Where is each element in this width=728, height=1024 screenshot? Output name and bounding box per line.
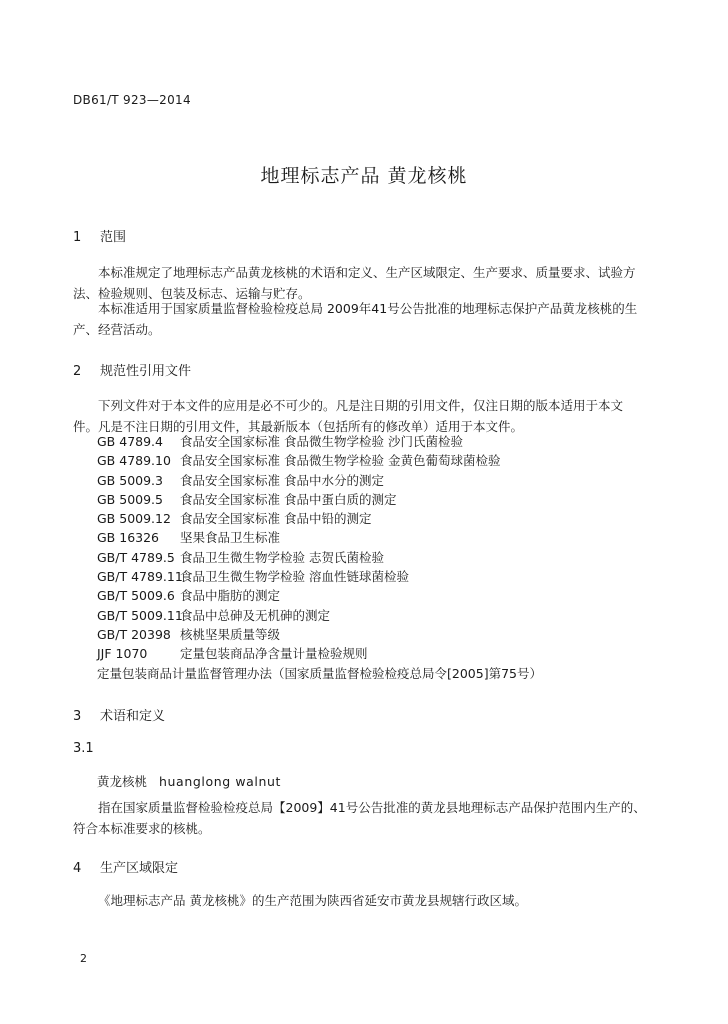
reference-code: GB/T 20398 (97, 626, 171, 642)
reference-name: 坚果食品卫生标准 (180, 530, 281, 546)
section-number: 2 (73, 364, 82, 379)
reference-code: GB/T 4789.5 (97, 549, 175, 565)
term-english: huanglong walnut (159, 774, 282, 789)
reference-name: 食品安全国家标准 食品中铅的测定 (180, 511, 372, 527)
reference-name: 定量包装商品净含量计量检验规则 (180, 646, 368, 662)
reference-regulation: 定量包装商品计量监督管理办法（国家质量监督检验检疫总局令[2005]第75号） (97, 666, 542, 681)
term-entry (97, 772, 281, 790)
reference-name: 食品安全国家标准 食品微生物学检验 沙门氏菌检验 (180, 434, 463, 449)
subsection-number: 3.1 (73, 741, 94, 756)
text-line: 本标准规定了地理标志产品黄龙核桃的术语和定义、生产区域限定、生产要求、质量要求、试验方 (98, 265, 636, 280)
text-line: 符合本标准要求的核桃。 (73, 821, 211, 836)
section-title: 术语和定义 (100, 709, 166, 724)
text-line: 指在国家质量监督检验检疫总局【2009】41号公告批准的黄龙县地理标志产品保护范围内生产的、 (98, 800, 646, 815)
section-title: 生产区域限定 (100, 861, 179, 876)
reference-name: 食品中总砷及无机砷的测定 (180, 607, 331, 623)
reference-name: 食品安全国家标准 食品中水分的测定 (180, 472, 384, 488)
reference-item (97, 471, 500, 490)
page-number: 2 (80, 952, 87, 965)
term-chinese: 黄龙核桃 (97, 774, 148, 789)
section-1-heading (73, 226, 126, 245)
reference-code: GB 4789.10 (97, 453, 171, 469)
document-title: 地理标志产品 黄龙核桃 (260, 165, 468, 187)
reference-code: GB 5009.12 (97, 511, 171, 527)
reference-name: 食品卫生微生物学检验 溶血性链球菌检验 (180, 569, 409, 585)
reference-code: GB 5009.5 (97, 491, 163, 507)
reference-item (97, 644, 500, 663)
reference-item (97, 432, 500, 451)
section-number: 1 (73, 230, 82, 245)
document-code: DB61/T 923—2014 (73, 93, 191, 107)
section-3-heading (73, 705, 165, 724)
section-number: 4 (73, 861, 82, 876)
reference-item (97, 509, 500, 528)
section-4-heading (73, 857, 178, 876)
text-line: 本标准适用于国家质量监督检验检疫总局 2009年41号公告批准的地理标志保护产品黄龙核桃的生 (98, 301, 638, 316)
section-1-paragraph-2 (73, 298, 663, 340)
text-line: 下列文件对于本文件的应用是必不可少的。凡是注日期的引用文件，仅注日期的版本适用于本文 (98, 398, 624, 413)
text-line: 产、经营活动。 (73, 322, 161, 337)
normative-reference-list (97, 432, 500, 664)
reference-code: GB/T 5009.6 (97, 588, 175, 604)
reference-item (97, 528, 500, 547)
reference-code: GB/T 5009.11 (97, 607, 183, 623)
reference-item (97, 451, 500, 470)
reference-name: 食品中脂肪的测定 (180, 588, 281, 604)
reference-name: 核桃坚果质量等级 (180, 626, 281, 642)
reference-item (97, 490, 500, 509)
reference-item (97, 548, 500, 567)
section-number: 3 (73, 709, 82, 724)
reference-name: 食品安全国家标准 食品微生物学检验 金黄色葡萄球菌检验 (180, 453, 501, 469)
section-title: 范围 (100, 230, 127, 245)
reference-name: 食品卫生微生物学检验 志贺氏菌检验 (180, 549, 384, 565)
reference-code: GB 5009.3 (97, 472, 163, 488)
reference-item (97, 586, 500, 605)
reference-code: JJF 1070 (97, 646, 148, 662)
section-4-paragraph (73, 890, 663, 911)
reference-name: 食品安全国家标准 食品中蛋白质的测定 (180, 491, 397, 507)
reference-item (97, 567, 500, 586)
reference-code: GB 4789.4 (97, 434, 163, 449)
reference-item (97, 606, 500, 625)
section-2-heading (73, 360, 191, 379)
term-definition (73, 797, 663, 839)
reference-code: GB 16326 (97, 530, 159, 546)
reference-code: GB/T 4789.11 (97, 569, 183, 585)
text-line: 法、检验规则、包装及标志、运输与贮存。 (73, 286, 311, 301)
reference-item (97, 625, 500, 644)
text-line: 《地理标志产品 黄龙核桃》的生产范围为陕西省延安市黄龙县规辖行政区域。 (98, 893, 527, 908)
section-2-intro (73, 395, 663, 437)
section-title: 规范性引用文件 (100, 364, 192, 379)
text-line: 件。凡是不注日期的引用文件，其最新版本（包括所有的修改单）适用于本文件。 (73, 419, 524, 434)
